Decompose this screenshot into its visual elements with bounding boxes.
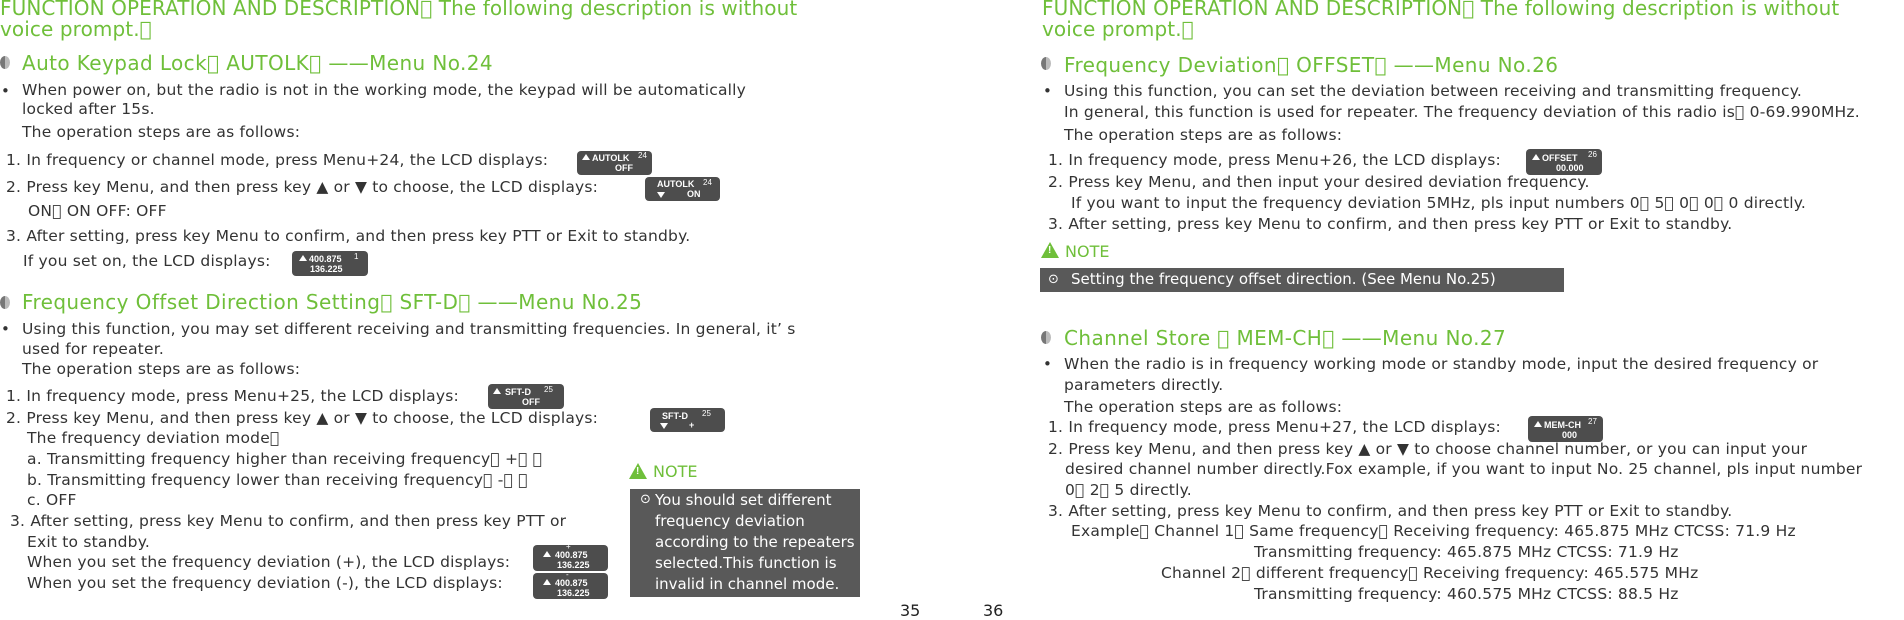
paragraph: Using this function, you can set the deviation between receiving and transmitting frequency.	[1064, 82, 1803, 100]
paragraph: In general, this function is used for repeater. The frequency deviation of this radio is  0-69.990MHz.	[1064, 103, 1860, 121]
lcd-indicator: +	[566, 542, 571, 551]
step-3: 3. After setting, press key Menu to confirm, and then press key PTT or	[10, 512, 567, 530]
page-number: 35	[900, 601, 921, 620]
example-line: Transmitting frequency: 460.575 MHz CTCSS: 88.5 Hz	[1254, 585, 1679, 603]
paragraph: The frequency deviation mode 	[27, 429, 280, 447]
lcd-line-1: OFFSET	[1542, 153, 1578, 163]
page-number: 36	[983, 601, 1004, 620]
lcd-line-1: MEM-CH	[1544, 420, 1581, 430]
lcd-indicator: -	[566, 570, 569, 579]
down-arrow-icon	[660, 423, 668, 429]
lcd-line-1: 400.875	[309, 254, 342, 264]
page-header-cont: voice prompt. 	[1042, 17, 1194, 41]
lcd-menu-number: 25	[702, 409, 711, 418]
note-text: Setting the frequency offset direction. (See Menu No.25)	[1071, 270, 1496, 288]
lcd-line-1: 400.875	[555, 578, 588, 588]
lcd-line-2: 00.000	[1556, 163, 1584, 173]
section-title-menu-24: Auto Keypad Lock  AUTOLK  ——Menu No.24	[22, 51, 494, 75]
lcd-display	[645, 177, 720, 201]
lcd-display	[577, 151, 652, 175]
step-2-cont: 0  2  5 directly.	[1065, 481, 1192, 499]
paragraph: used for repeater.	[22, 340, 164, 358]
paragraph: parameters directly.	[1064, 376, 1224, 394]
lcd-line-2: 136.225	[557, 588, 590, 598]
lcd-line-1: SFT-D	[505, 387, 531, 397]
up-arrow-icon	[1534, 421, 1542, 427]
lcd-line-2: OFF	[522, 397, 540, 407]
down-arrow-icon	[657, 192, 665, 198]
steps-intro: The operation steps are as follows:	[1064, 126, 1343, 144]
lcd-line-1: 400.875	[555, 550, 588, 560]
steps-intro: The operation steps are as follows:	[1064, 398, 1343, 416]
lcd-display	[533, 570, 608, 599]
paragraph: When the radio is in frequency working mode or standby mode, input the desired frequency or	[1064, 355, 1819, 373]
lcd-line-2: 136.225	[557, 560, 590, 570]
steps-intro: The operation steps are as follows:	[22, 360, 301, 378]
steps-intro: The operation steps are as follows:	[22, 123, 301, 141]
section-bullet-icon	[0, 56, 10, 69]
step-2: 2. Press key Menu, and then press key ▲ or ▼ to choose, the LCD displays:	[6, 178, 599, 196]
section-title-menu-27: Channel Store   MEM-CH  ——Menu No.27	[1064, 326, 1507, 350]
page-header: FUNCTION OPERATION AND DESCRIPTION  The following description is without	[0, 0, 798, 20]
section-title-menu-26: Frequency Deviation  OFFSET  ——Menu No.26	[1064, 53, 1559, 77]
paragraph: locked after 15s.	[22, 100, 155, 118]
lcd-line-1: SFT-D	[662, 411, 688, 421]
lcd-display	[1528, 416, 1603, 442]
note-label: NOTE	[1065, 242, 1110, 261]
step-3: 3. After setting, press key Menu to confirm, and then press key PTT or Exit to standby.	[6, 227, 691, 245]
step-1: 1. In frequency mode, press Menu+27, the LCD displays:	[1048, 418, 1501, 436]
up-arrow-icon	[1532, 154, 1540, 160]
up-arrow-icon	[582, 154, 590, 160]
list-item: b. Transmitting frequency lower than receiving frequency  -   	[27, 471, 528, 489]
lcd-menu-number: 25	[544, 385, 553, 394]
section-bullet-icon	[1041, 331, 1051, 344]
lcd-line-2: +	[689, 420, 695, 430]
page-header-cont: voice prompt. 	[0, 17, 152, 41]
info-circle-icon: ⊙	[1048, 272, 1059, 287]
up-arrow-icon	[493, 388, 501, 394]
section-bullet-icon	[0, 296, 10, 309]
lcd-menu-number: 24	[703, 178, 712, 187]
note-box	[1040, 268, 1564, 292]
warning-icon: !	[629, 463, 647, 479]
step-1: 1. In frequency mode, press Menu+26, the LCD displays:	[1048, 151, 1501, 169]
bullet-dot-icon: •	[1, 320, 10, 338]
left-page	[0, 0, 921, 620]
paragraph: Using this function, you may set different receiving and transmitting frequencies. In general, it’ s	[22, 320, 796, 338]
example-line: Transmitting frequency: 465.875 MHz CTCSS: 71.9 Hz	[1254, 543, 1679, 561]
note-line: You should set different	[655, 491, 832, 509]
page-header: FUNCTION OPERATION AND DESCRIPTION  The following description is without	[1042, 0, 1840, 20]
lcd-line-2: 000	[1562, 430, 1578, 440]
lcd-caption: When you set the frequency deviation (+), the LCD displays:	[27, 553, 511, 571]
warning-icon: !	[1041, 242, 1059, 258]
note-line: invalid in channel mode.	[655, 575, 840, 593]
lcd-display	[533, 542, 608, 571]
step-3-cont: Exit to standby.	[27, 533, 151, 551]
up-arrow-icon	[543, 579, 551, 585]
lcd-display	[650, 408, 725, 432]
lcd-menu-number: 27	[1588, 417, 1597, 426]
step-1: 1. In frequency or channel mode, press Menu+24, the LCD displays:	[6, 151, 549, 169]
section-bullet-icon	[1041, 57, 1051, 70]
lcd-caption: When you set the frequency deviation (-), the LCD displays:	[27, 574, 503, 592]
up-arrow-icon	[299, 255, 307, 261]
lcd-display	[488, 384, 564, 409]
lcd-display	[1526, 149, 1602, 175]
step-2: 2. Press key Menu, and then press key ▲ or ▼ to choose, the LCD displays:	[6, 409, 599, 427]
options-text: ON  ON OFF: OFF	[28, 202, 167, 220]
step-3: 3. After setting, press key Menu to confirm, and then press key PTT or Exit to standby.	[1048, 215, 1733, 233]
note-line: according to the repeaters	[655, 533, 855, 551]
lcd-line-2: 136.225	[310, 264, 343, 274]
lcd-display	[292, 251, 368, 276]
lcd-indicator: 1	[354, 252, 359, 261]
bullet-dot-icon: •	[1043, 82, 1052, 100]
info-circle-icon: ⊙	[640, 492, 651, 507]
list-item: c. OFF	[27, 491, 77, 509]
bullet-dot-icon: •	[1, 82, 10, 100]
step-2-cont: desired channel number directly.Fox example, if you want to input No. 25 channel, pls input number	[1065, 460, 1863, 478]
step-2: 2. Press key Menu, and then press key ▲ or ▼ to choose channel number, or you can input your	[1048, 440, 1808, 458]
note-box	[630, 489, 860, 597]
lcd-caption: If you set on, the LCD displays:	[23, 252, 271, 270]
note-label: NOTE	[653, 462, 698, 481]
note-line: selected.This function is	[655, 554, 837, 572]
lcd-line-2: OFF	[615, 163, 633, 173]
step-2: 2. Press key Menu, and then input your desired deviation frequency.	[1048, 173, 1590, 191]
note-text	[655, 490, 855, 595]
step-1: 1. In frequency mode, press Menu+25, the LCD displays:	[6, 387, 459, 405]
note-line: frequency deviation	[655, 512, 805, 530]
step-2-cont: If you want to input the frequency deviation 5MHz, pls input numbers 0  5  0  0  0 directly.	[1071, 194, 1807, 212]
up-arrow-icon	[543, 551, 551, 557]
step-3: 3. After setting, press key Menu to confirm, and then press key PTT or Exit to standby.	[1048, 502, 1733, 520]
right-page	[983, 0, 1904, 620]
example-line: Example  Channel 1  Same frequency  Receiving frequency: 465.875 MHz CTCSS: 71.9 Hz	[1071, 522, 1796, 540]
section-title-menu-25: Frequency Offset Direction Setting  SFT-D  ——Menu No.25	[22, 290, 643, 314]
example-line: Channel 2  different frequency  Receiving frequency: 465.575 MHz	[1161, 564, 1699, 582]
lcd-menu-number: 26	[1588, 150, 1597, 159]
bullet-dot-icon: •	[1043, 355, 1052, 373]
lcd-line-1: AUTOLK	[592, 153, 630, 163]
lcd-menu-number: 24	[638, 151, 647, 160]
lcd-line-2: ON	[687, 189, 701, 199]
paragraph: When power on, but the radio is not in the working mode, the keypad will be automatically	[22, 81, 747, 99]
lcd-line-1: AUTOLK	[657, 179, 695, 189]
list-item: a. Transmitting frequency higher than receiving frequency  +   	[27, 450, 543, 468]
